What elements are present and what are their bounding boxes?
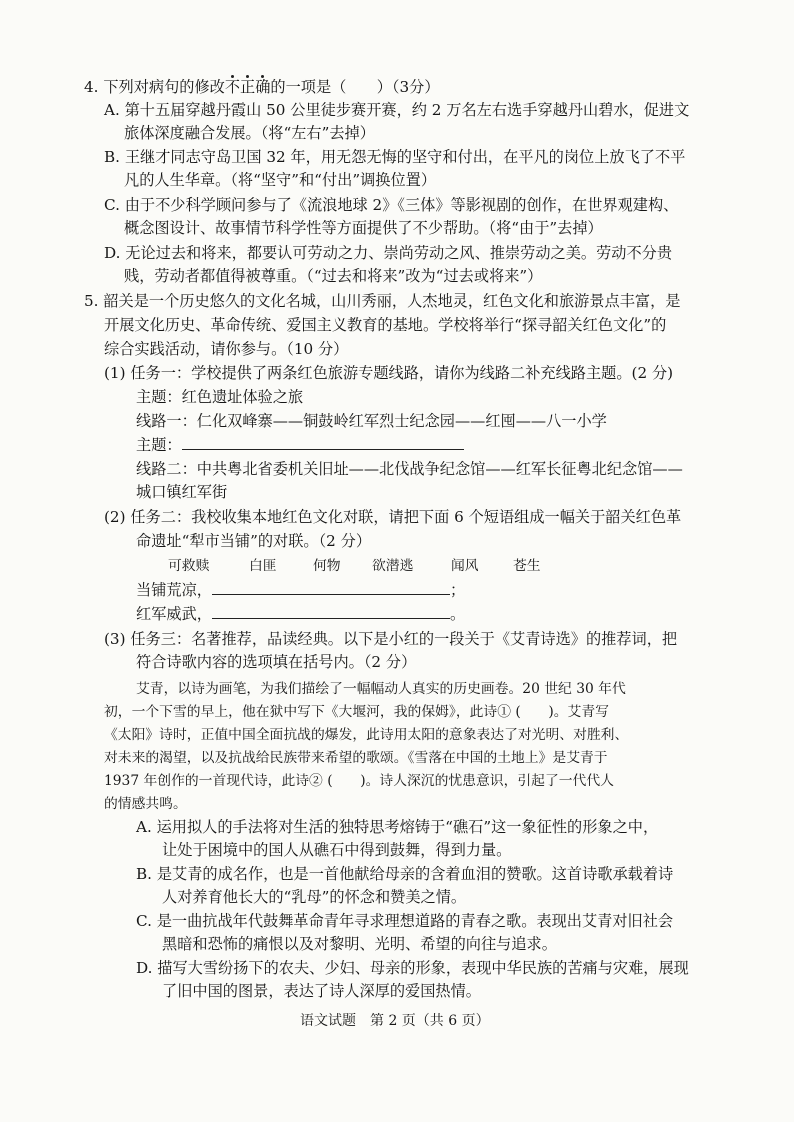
task3-passage-line6: 的情感共鸣。 bbox=[104, 796, 187, 812]
task3-option-c-line1: C. 是一曲抗战年代鼓舞革命青年寻求理想道路的青春之歌。表现出艾青对旧社会 bbox=[136, 912, 674, 930]
task3-option-b-line1: B. 是艾青的成名作，也是一首他献给母亲的含着血泪的赞歌。这首诗歌承载着诗 bbox=[136, 865, 674, 883]
task2-phrase: 可救赎 bbox=[168, 558, 210, 574]
task1-route2-line2: 城口镇红军街 bbox=[136, 483, 228, 501]
task3-passage-line5: 1937 年创作的一首现代诗，此诗② ( )。诗人深沉的忧患意识，引起了一代代人 bbox=[104, 773, 614, 789]
task2-heading-line2: 命遗址“犁市当铺”的对联。（2 分） bbox=[136, 532, 372, 550]
task2-phrase: 欲潜逃 bbox=[372, 558, 414, 574]
task2-lower-blank[interactable] bbox=[212, 604, 450, 619]
task3-passage-line2: 初，一个下雪的早上，他在狱中写下《大堰河，我的保姆》，此诗① ( )。艾青写 bbox=[104, 704, 609, 720]
task1-heading: (1) 任务一：学校提供了两条红色旅游专题线路，请你为线路二补充线路主题。(2 分) bbox=[104, 364, 674, 382]
task1-theme2 bbox=[136, 434, 464, 456]
task2-phrase: 苍生 bbox=[513, 558, 541, 574]
task3-option-d-line2: 了旧中国的图景，表达了诗人深厚的爱国热情。 bbox=[162, 982, 481, 1000]
task2-upper-label: 当铺荒凉， bbox=[136, 581, 212, 599]
q4-option-c-line1: C. 由于不少科学顾问参与了《流浪地球 2》《三体》等影视剧的创作，在世界观建构、 bbox=[104, 196, 679, 214]
task2-lower-couplet bbox=[136, 603, 465, 625]
task2-phrase: 白匪 bbox=[249, 558, 277, 574]
emphasis-char: 确 bbox=[255, 78, 271, 96]
task3-option-a-line1: A. 运用拟人的手法将对生活的独特思考熔铸于“礁石”这一象征性的形象之中， bbox=[136, 818, 659, 836]
task2-heading-line1: (2) 任务二：我校收集本地红色文化对联，请把下面 6 个短语组成一幅关于韶关红色革 bbox=[104, 508, 682, 526]
q5-intro-line2: 开展文化历史、革命传统、爱国主义教育的基地。学校将举行“探寻韶关红色文化”的 bbox=[104, 316, 667, 334]
task2-phrase: 闻风 bbox=[451, 558, 479, 574]
task1-theme2-label: 主题： bbox=[136, 436, 182, 454]
q4-stem-start: 4. 下列对病句的修改 bbox=[84, 78, 225, 96]
task2-upper-end: ； bbox=[449, 581, 466, 599]
q4-option-c-line2: 概念图设计、故事情节科学性等方面提供了不少帮助。（将“由于”去掉） bbox=[124, 219, 603, 237]
task1-route1: 线路一：仁化双峰寨——铜鼓岭红军烈士纪念园——红囤——八一小学 bbox=[136, 412, 607, 430]
q4-option-a-line2: 旅体深度融合发展。（将“左右”去掉） bbox=[124, 124, 375, 142]
emphasis-char: 不 bbox=[224, 78, 241, 96]
q4-option-a-line1: A. 第十五届穿越丹霞山 50 公里徒步赛开赛，约 2 万名左右选手穿越丹山碧水，促进文 bbox=[104, 101, 690, 119]
task2-phrase: 何物 bbox=[313, 558, 341, 574]
task3-passage-line1: 艾青，以诗为画笔，为我们描绘了一幅幅动人真实的历史画卷。20 世纪 30 年代 bbox=[136, 681, 626, 697]
task3-option-b-line2: 人对养育他长大的“乳母”的怀念和赞美之情。 bbox=[162, 888, 467, 906]
task3-heading-line1: (3) 任务三：名著推荐，品读经典。以下是小红的一段关于《艾青诗选》的推荐词，把 bbox=[104, 630, 678, 648]
q5-intro-line3: 综合实践活动，请你参与。（10 分） bbox=[104, 340, 349, 358]
q4-option-d-line2: 贱，劳动者都值得被尊重。（“过去和将来”改为“过去或将来”） bbox=[124, 267, 543, 285]
task3-option-c-line2: 黑暗和恐怖的痛恨以及对黎明、光明、希望的向往与追求。 bbox=[162, 935, 557, 953]
task3-passage-line3: 《太阳》诗时，正值中国全面抗战的爆发，此诗用太阳的意象表达了对光明、对胜利、 bbox=[104, 727, 629, 743]
q4-stem-end: 的一项是（ ）（3分） bbox=[270, 78, 440, 96]
q5-intro-line1: 5. 韶关是一个历史悠久的文化名城，山川秀丽，人杰地灵，红色文化和旅游景点丰富，是 bbox=[84, 292, 681, 310]
task2-lower-label: 红军威武， bbox=[136, 605, 212, 623]
task1-theme1: 主题：红色遗址体验之旅 bbox=[136, 388, 304, 406]
task2-upper-couplet bbox=[136, 579, 465, 601]
page-footer: 语文试题 第 2 页（共 6 页） bbox=[300, 1013, 490, 1029]
task1-theme2-blank[interactable] bbox=[182, 435, 464, 450]
task1-route2-line1: 线路二：中共粤北省委机关旧址——北伐战争纪念馆——红军长征粤北纪念馆—— bbox=[136, 460, 683, 478]
task3-option-a-line2: 让处于困境中的国人从礁石中得到鼓舞，得到力量。 bbox=[162, 841, 512, 859]
q4-stem bbox=[84, 76, 440, 98]
task2-upper-blank[interactable] bbox=[212, 580, 450, 595]
q4-option-b-line2: 凡的人生华章。（将“坚守”和“付出”调换位置） bbox=[124, 171, 437, 189]
task2-lower-end: 。 bbox=[449, 605, 466, 623]
q4-stem-emphasis bbox=[225, 78, 271, 96]
q4-option-d-line1: D. 无论过去和将来，都要认可劳动之力、崇尚劳动之风、推崇劳动之美。劳动不分贵 bbox=[104, 244, 673, 262]
q4-option-b-line1: B. 王继才同志守岛卫国 32 年，用无怨无悔的坚守和付出，在平凡的岗位上放飞了不平 bbox=[104, 148, 686, 166]
emphasis-char: 正 bbox=[240, 78, 256, 96]
task3-option-d-line1: D. 描写大雪纷扬下的农夫、少妇、母亲的形象，表现中华民族的苦痛与灾难，展现 bbox=[136, 959, 689, 977]
task3-passage-line4: 对未来的渴望，以及抗战给民族带来希望的歌颂。《雪落在中国的土地上》是艾青于 bbox=[104, 750, 608, 766]
task3-heading-line2: 符合诗歌内容的选项填在括号内。（2 分） bbox=[136, 653, 417, 671]
